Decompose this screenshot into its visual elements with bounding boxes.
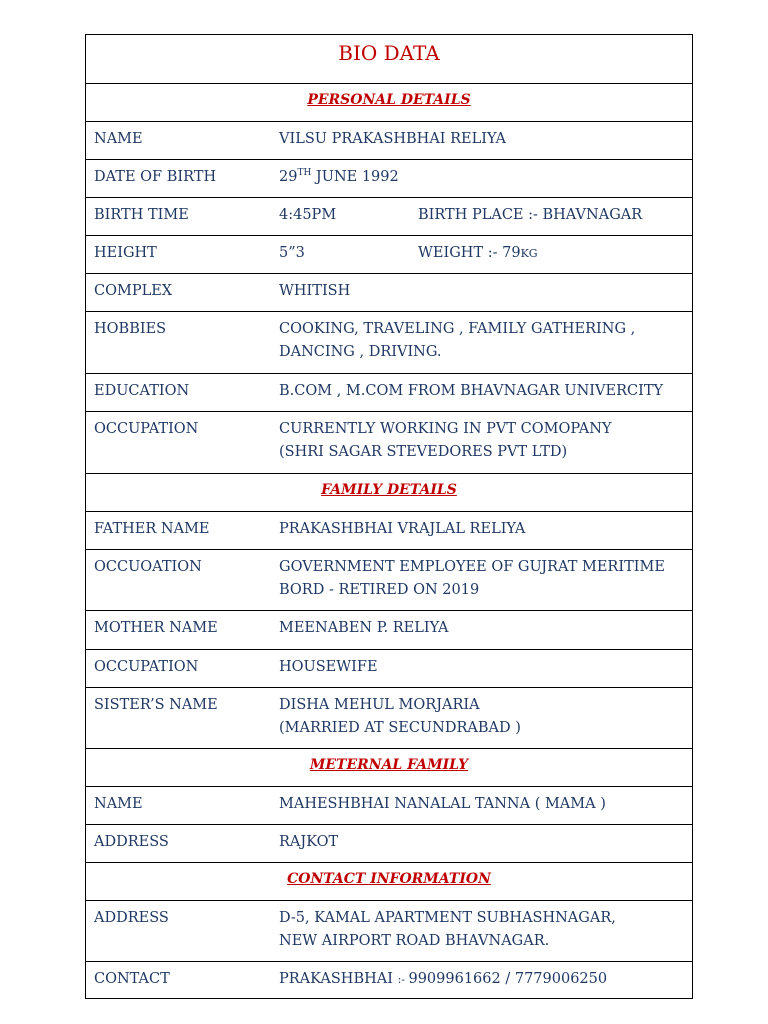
dob-suffix: TH xyxy=(297,168,312,178)
section-heading: PERSONAL DETAILS xyxy=(307,92,471,108)
field-value: B.COM , M.COM FROM BHAVNAGAR UNIVERCITY xyxy=(279,383,664,399)
field-value: WHITISH xyxy=(279,283,351,299)
value-line: NEW AIRPORT ROAD BHAVNAGAR. xyxy=(279,933,550,949)
row-occupation xyxy=(86,411,692,473)
value-line: BORD - RETIRED ON 2019 xyxy=(279,582,480,598)
field-value xyxy=(279,556,665,602)
value-line: CURRENTLY WORKING IN PVT COMOPANY xyxy=(279,421,612,437)
field-label: HEIGHT xyxy=(94,245,157,261)
field-label: DATE OF BIRTH xyxy=(94,169,217,185)
weight-text: WEIGHT :- 79 xyxy=(418,245,521,261)
row-name xyxy=(86,121,692,159)
field-value xyxy=(279,166,399,189)
dob-day: 29 xyxy=(279,169,298,185)
contact-numbers: 9909961662 / 7779006250 xyxy=(408,971,608,987)
field-label: NAME xyxy=(94,796,143,812)
field-value: 5”3 xyxy=(279,245,305,261)
field-value: PRAKASHBHAI VRAJLAL RELIYA xyxy=(279,521,526,537)
field-label: ADDRESS xyxy=(94,910,169,926)
contact-separator: :- xyxy=(397,973,409,986)
value-line: D-5, KAMAL APARTMENT SUBHASHNAGAR, xyxy=(279,910,616,926)
title-row xyxy=(86,34,692,83)
value-line: DANCING , DRIVING. xyxy=(279,344,442,360)
section-maternal-family xyxy=(86,748,692,786)
biodata-table xyxy=(85,34,693,999)
field-label: OCCUOATION xyxy=(94,559,202,575)
dob-rest: JUNE 1992 xyxy=(311,169,399,185)
field-label: ADDRESS xyxy=(94,834,169,850)
field-label: EDUCATION xyxy=(94,383,190,399)
row-height xyxy=(86,235,692,273)
field-label: SISTER’S NAME xyxy=(94,697,218,713)
field-value xyxy=(279,694,521,740)
field-label: OCCUPATION xyxy=(94,421,199,437)
field-label: FATHER NAME xyxy=(94,521,210,537)
row-birth-time xyxy=(86,197,692,235)
field-value: VILSU PRAKASHBHAI RELIYA xyxy=(279,131,506,147)
birth-place: BIRTH PLACE :- BHAVNAGAR xyxy=(418,207,643,223)
row-contact-address xyxy=(86,900,692,961)
row-date-of-birth xyxy=(86,159,692,197)
field-label: BIRTH TIME xyxy=(94,207,189,223)
value-line: DISHA MEHUL MORJARIA xyxy=(279,697,480,713)
section-heading: CONTACT INFORMATION xyxy=(287,871,491,887)
document-title: BIO DATA xyxy=(338,41,440,65)
section-family-details xyxy=(86,473,692,511)
field-value: RAJKOT xyxy=(279,834,339,850)
row-complex xyxy=(86,273,692,311)
weight-unit: KG xyxy=(520,247,538,260)
weight xyxy=(418,242,538,265)
row-contact xyxy=(86,961,692,999)
field-label: NAME xyxy=(94,131,143,147)
field-value xyxy=(279,907,616,953)
row-education xyxy=(86,373,692,411)
section-contact-information xyxy=(86,862,692,900)
field-value: MEENABEN P. RELIYA xyxy=(279,620,449,636)
value-line: (SHRI SAGAR STEVEDORES PVT LTD) xyxy=(279,444,568,460)
value-line: (MARRIED AT SECUNDRABAD ) xyxy=(279,720,521,736)
field-label: MOTHER NAME xyxy=(94,620,218,636)
field-value xyxy=(279,418,612,464)
field-value: MAHESHBHAI NANALAL TANNA ( MAMA ) xyxy=(279,796,606,812)
row-maternal-name xyxy=(86,786,692,824)
row-mother-occupation xyxy=(86,649,692,687)
field-value xyxy=(279,968,607,991)
row-mother-name xyxy=(86,610,692,649)
field-label: CONTACT xyxy=(94,971,170,987)
row-maternal-address xyxy=(86,824,692,862)
section-personal-details xyxy=(86,83,692,121)
row-father-occupation xyxy=(86,549,692,610)
field-label: OCCUPATION xyxy=(94,659,199,675)
section-heading: METERNAL FAMILY xyxy=(309,757,469,773)
row-father-name xyxy=(86,511,692,549)
value-line: GOVERNMENT EMPLOYEE OF GUJRAT MERITIME xyxy=(279,559,665,575)
row-sister-name xyxy=(86,687,692,748)
field-value xyxy=(279,318,635,364)
row-hobbies xyxy=(86,311,692,373)
field-value: 4:45PM xyxy=(279,207,337,223)
field-label: HOBBIES xyxy=(94,321,167,337)
contact-name: PRAKASHBHAI xyxy=(279,971,398,987)
value-line: COOKING, TRAVELING , FAMILY GATHERING , xyxy=(279,321,636,337)
section-heading: FAMILY DETAILS xyxy=(321,482,457,498)
field-value: HOUSEWIFE xyxy=(279,659,378,675)
field-label: COMPLEX xyxy=(94,283,173,299)
